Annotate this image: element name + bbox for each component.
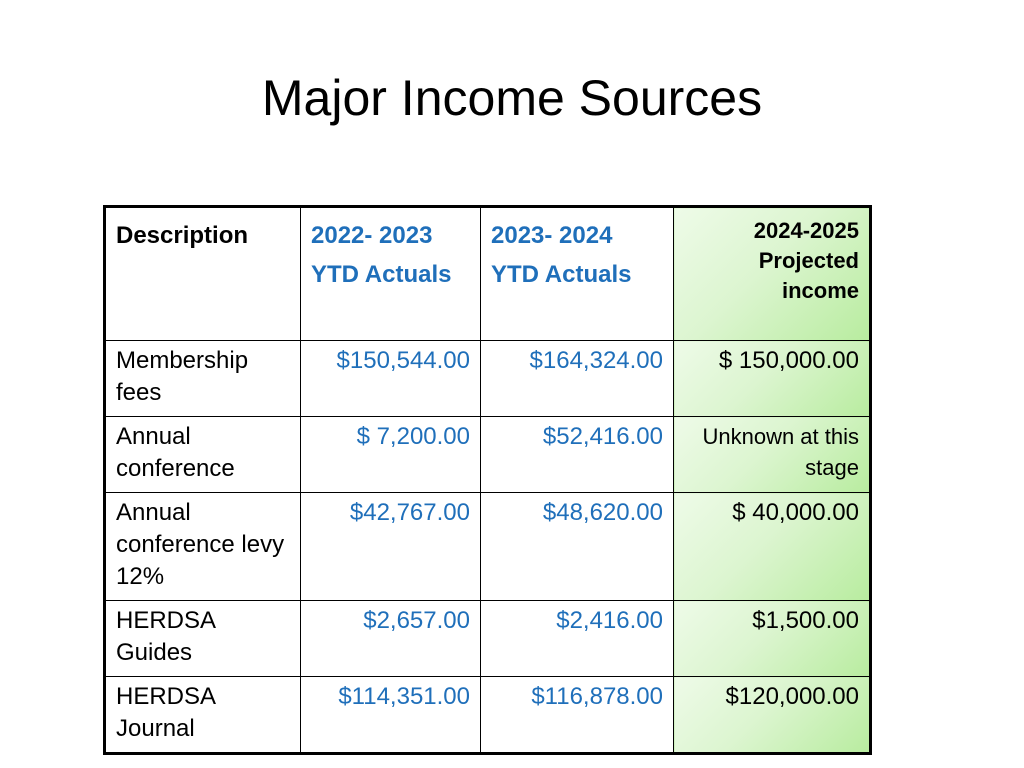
header-description-label: Description xyxy=(116,222,249,249)
row-description: Annual conference levy 12% xyxy=(105,493,301,601)
row-2024-2025-value: $ 150,000.00 xyxy=(674,341,871,417)
row-2024-2025-value: $ 40,000.00 xyxy=(674,493,871,601)
row-description: Membership fees xyxy=(105,341,301,417)
table-row xyxy=(105,341,871,417)
row-2022-2023-value: $42,767.00 xyxy=(301,493,481,601)
row-description: HERDSA Journal xyxy=(105,677,301,754)
row-description: HERDSA Guides xyxy=(105,601,301,677)
row-2022-2023-value: $150,544.00 xyxy=(301,341,481,417)
header-2023-2024 xyxy=(481,207,674,341)
header-2022-2023 xyxy=(301,207,481,341)
header-2023-2024-years: 2023- 2024 xyxy=(491,222,613,249)
row-2022-2023-value: $2,657.00 xyxy=(301,601,481,677)
income-table xyxy=(103,205,872,755)
row-2023-2024-value: $116,878.00 xyxy=(481,677,674,754)
header-2022-2023-subtitle: YTD Actuals xyxy=(311,261,452,288)
row-2023-2024-value: $52,416.00 xyxy=(481,417,674,493)
header-2024-2025-income: income xyxy=(781,278,859,303)
row-2024-2025-value: Unknown at this stage xyxy=(674,417,871,493)
row-2022-2023-value: $114,351.00 xyxy=(301,677,481,754)
table-row xyxy=(105,677,871,754)
row-2024-2025-value: $120,000.00 xyxy=(674,677,871,754)
table-row xyxy=(105,417,871,493)
row-2022-2023-value: $ 7,200.00 xyxy=(301,417,481,493)
row-2023-2024-value: $48,620.00 xyxy=(481,493,674,601)
table-row xyxy=(105,601,871,677)
row-2024-2025-value: $1,500.00 xyxy=(674,601,871,677)
row-2023-2024-value: $2,416.00 xyxy=(481,601,674,677)
row-2023-2024-value: $164,324.00 xyxy=(481,341,674,417)
table-row xyxy=(105,493,871,601)
header-2022-2023-years: 2022- 2023 xyxy=(311,222,433,249)
row-description: Annual conference xyxy=(105,417,301,493)
header-2024-2025 xyxy=(674,207,871,341)
header-2024-2025-projected: Projected xyxy=(758,248,859,273)
slide-title: Major Income Sources xyxy=(261,70,763,126)
header-2024-2025-years: 2024-2025 xyxy=(753,218,859,243)
header-2023-2024-subtitle: YTD Actuals xyxy=(491,261,632,288)
header-description xyxy=(105,207,301,341)
table-header-row xyxy=(105,207,871,341)
